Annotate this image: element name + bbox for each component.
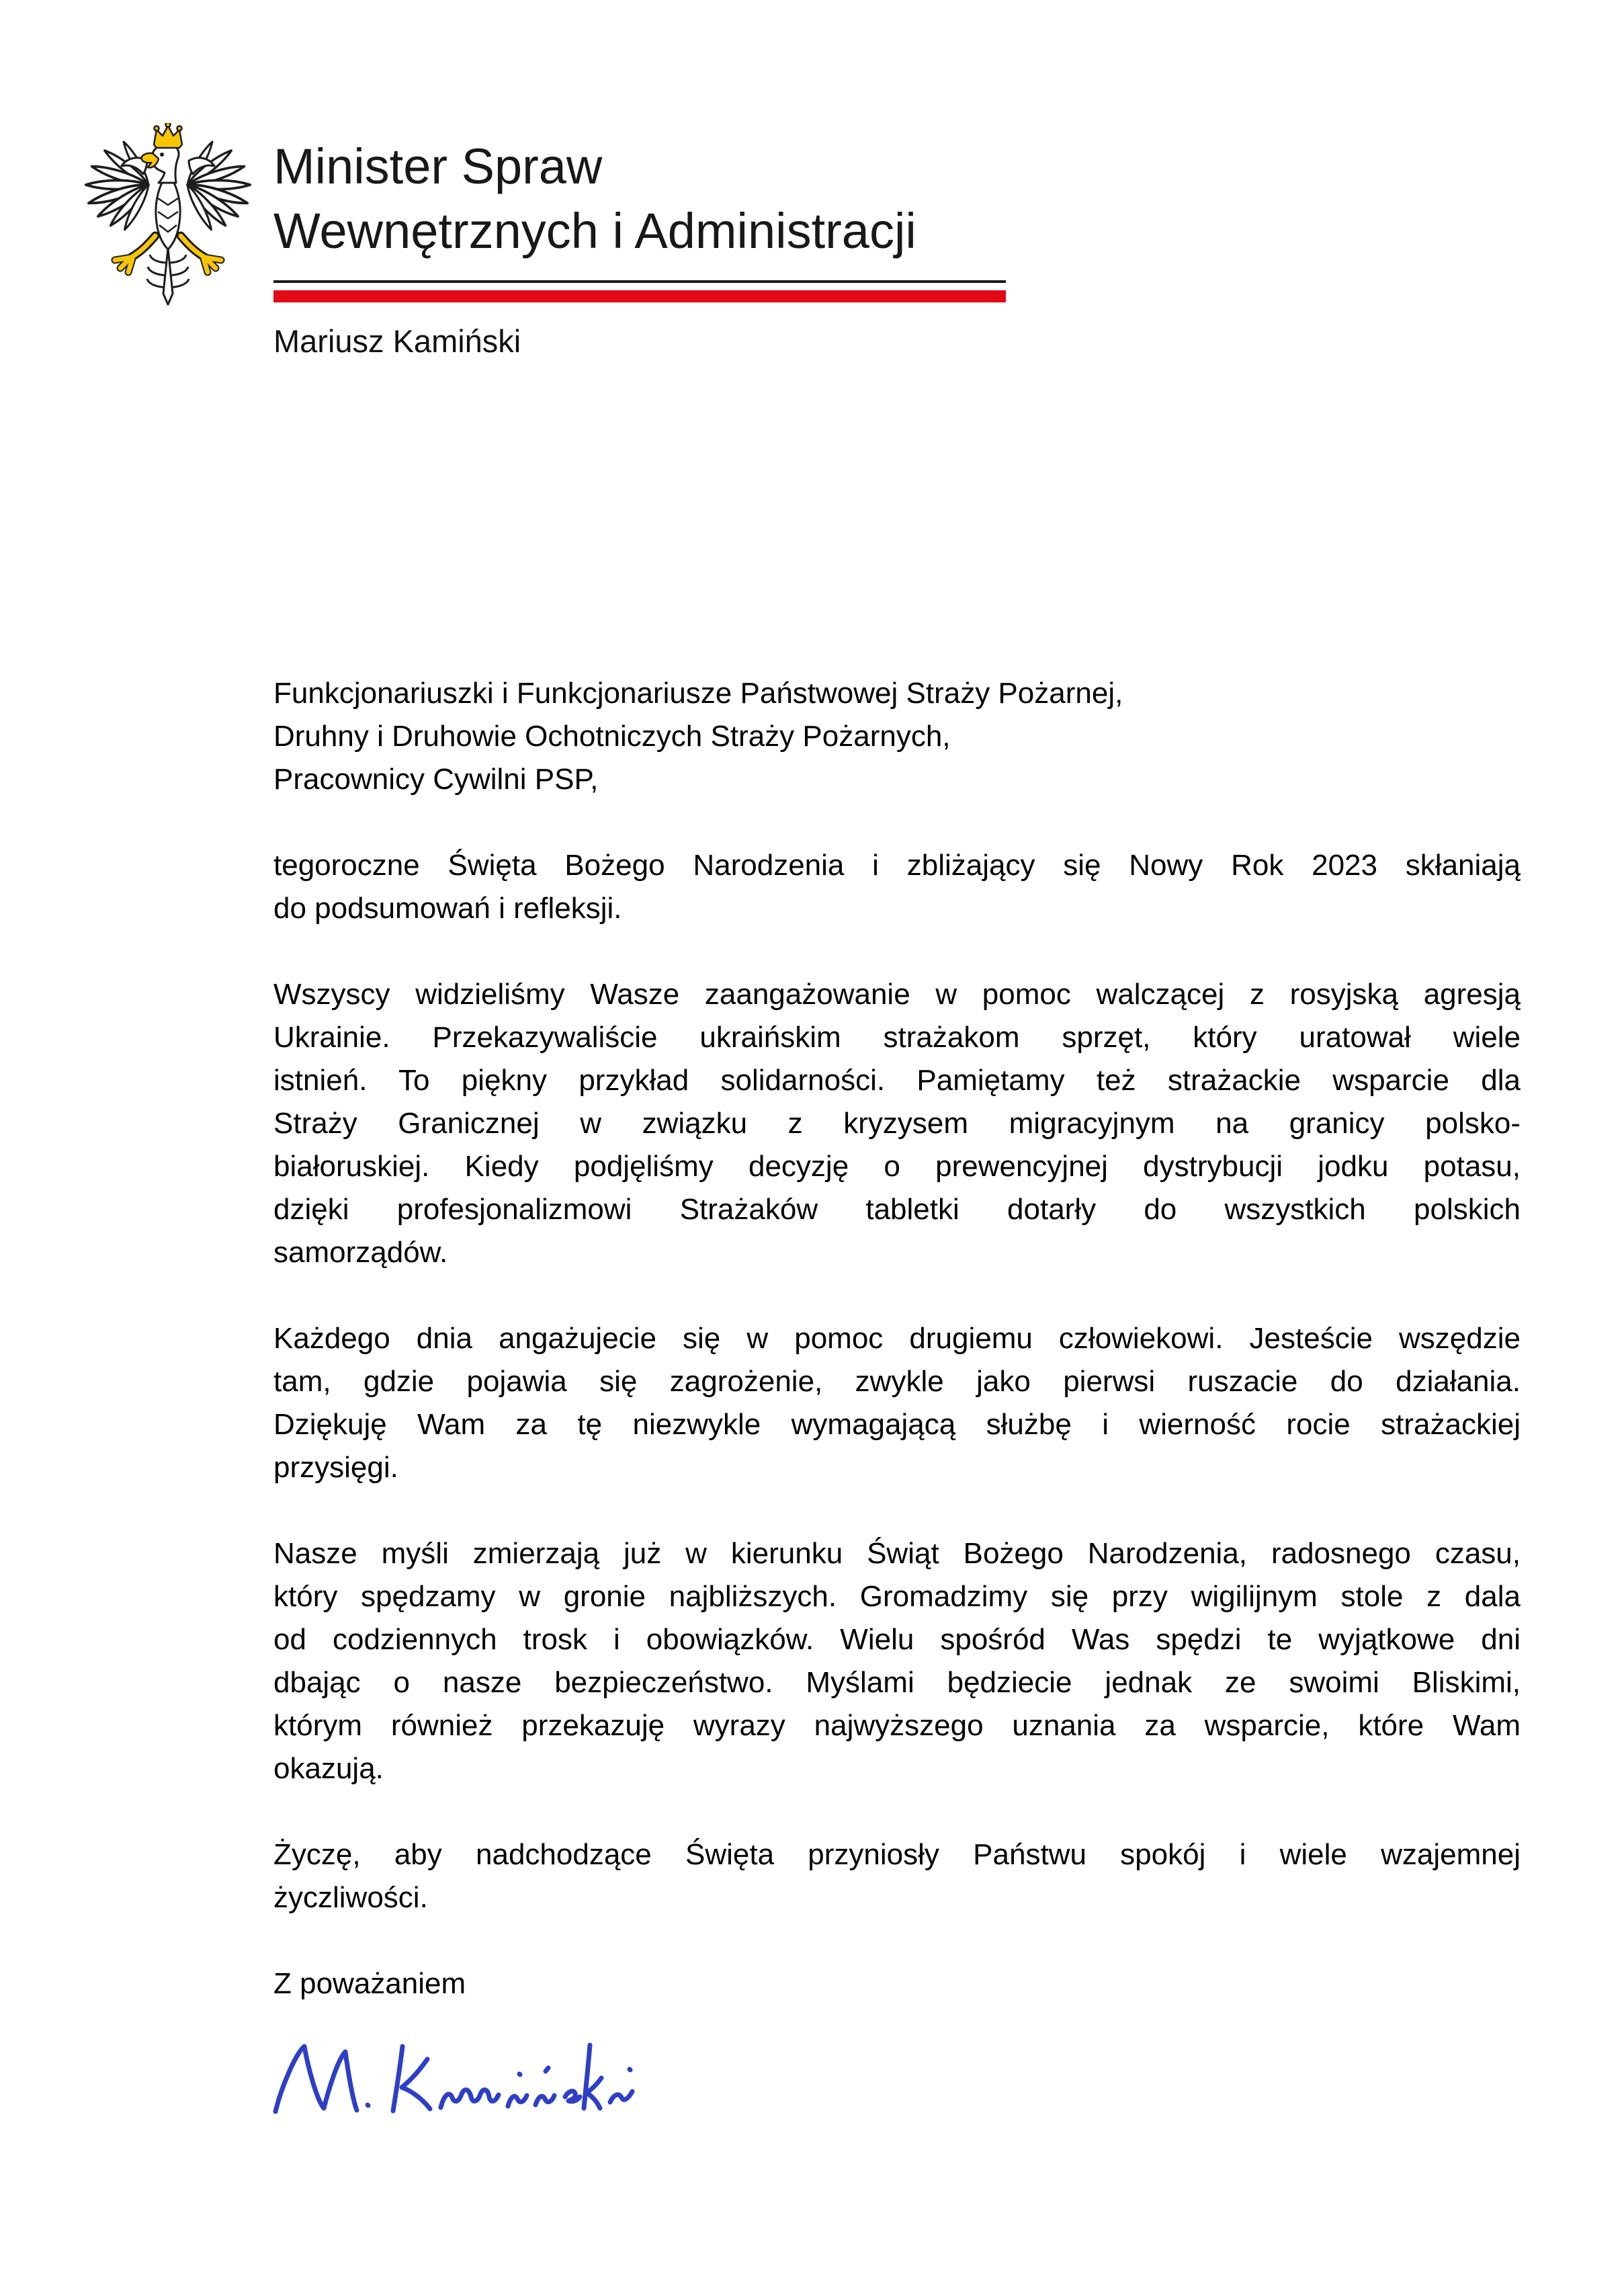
letter-line: Nasze myśli zmierzają już w kierunku Świąt Bożego Narodzenia, radosnego czasu, — [273, 1537, 1521, 1570]
salutation — [273, 672, 1521, 801]
letter-line: życzliwości. — [273, 1881, 428, 1914]
letter-line: dbając o nasze bezpieczeństwo. Myślami będziecie jednak ze swoimi Bliskimi, — [273, 1666, 1521, 1699]
letter-line: Każdego dnia angażujecie się w pomoc drugiemu człowiekowi. Jesteście wszędzie — [273, 1322, 1521, 1355]
letter-line: do podsumowań i refleksji. — [273, 892, 622, 925]
closing-salutation: Z poważaniem — [273, 1967, 466, 2000]
letter-line: Życzę, aby nadchodzące Święta przyniosły Państwu spokój i wiele wzajemnej — [273, 1838, 1521, 1871]
letter-line: od codziennych trosk i obowiązków. Wielu spośród Was spędzi te wyjątkowe dni — [273, 1623, 1521, 1656]
paragraph-5 — [273, 1833, 1521, 1919]
paragraph-1 — [273, 844, 1521, 930]
letter-line: tegoroczne Święta Bożego Narodzenia i zbliżający się Nowy Rok 2023 skłaniają — [273, 849, 1521, 882]
ministry-title — [273, 134, 916, 263]
handwritten-signature — [269, 2032, 638, 2121]
letter-line: tam, gdzie pojawia się zagrożenie, zwykle jako pierwsi ruszacie do działania. — [273, 1365, 1521, 1398]
letter-line: Pracownicy Cywilni PSP, — [273, 763, 599, 796]
minister-name: Mariusz Kamiński — [273, 323, 521, 359]
letter-body — [273, 672, 1521, 2121]
polish-eagle-emblem-icon — [83, 123, 253, 306]
letter-line: dzięki profesjonalizmowi Strażaków tabletki dotarły do wszystkich polskich — [273, 1193, 1521, 1226]
ministry-title-line2: Wewnętrznych i Administracji — [273, 203, 916, 259]
paragraph-4 — [273, 1532, 1521, 1790]
flag-divider — [273, 280, 1006, 302]
letter-line: istnień. To piękny przykład solidarności. Pamiętamy też strażackie wsparcie dla — [273, 1064, 1521, 1097]
letter-line: który spędzamy w gronie najbliższych. Gromadzimy się przy wigilijnym stole z dala — [273, 1580, 1521, 1613]
flag-red-stripe — [273, 290, 1006, 302]
letter-line: Dziękuję Wam za tę niezwykle wymagającą służbę i wierność rocie strażackiej — [273, 1408, 1521, 1441]
letter-line: przysięgi. — [273, 1451, 398, 1484]
paragraph-2 — [273, 973, 1521, 1274]
letter-line: białoruskiej. Kiedy podjęliśmy decyzję o prewencyjnej dystrybucji jodku potasu, — [273, 1150, 1521, 1183]
letter-line: Wszyscy widzieliśmy Wasze zaangażowanie w pomoc walczącej z rosyjską agresją — [273, 978, 1521, 1011]
letter-line: Ukrainie. Przekazywaliście ukraińskim strażakom sprzęt, który uratował wiele — [273, 1021, 1521, 1054]
letter-line: Funkcjonariuszki i Funkcjonariusze Państwowej Straży Pożarnej, — [273, 677, 1123, 710]
letter-line: Druhny i Druhowie Ochotniczych Straży Pożarnych, — [273, 720, 951, 753]
paragraph-3 — [273, 1317, 1521, 1489]
letter-line: okazują. — [273, 1752, 384, 1785]
letter-line: Straży Granicznej w związku z kryzysem migracyjnym na granicy polsko- — [273, 1107, 1521, 1140]
ministry-title-line1: Minister Spraw — [273, 138, 603, 194]
flag-white-stripe — [273, 283, 1006, 290]
letter-line: samorządów. — [273, 1236, 448, 1269]
letter-line: którym również przekazuję wyrazy najwyższego uznania za wsparcie, które Wam — [273, 1709, 1521, 1742]
